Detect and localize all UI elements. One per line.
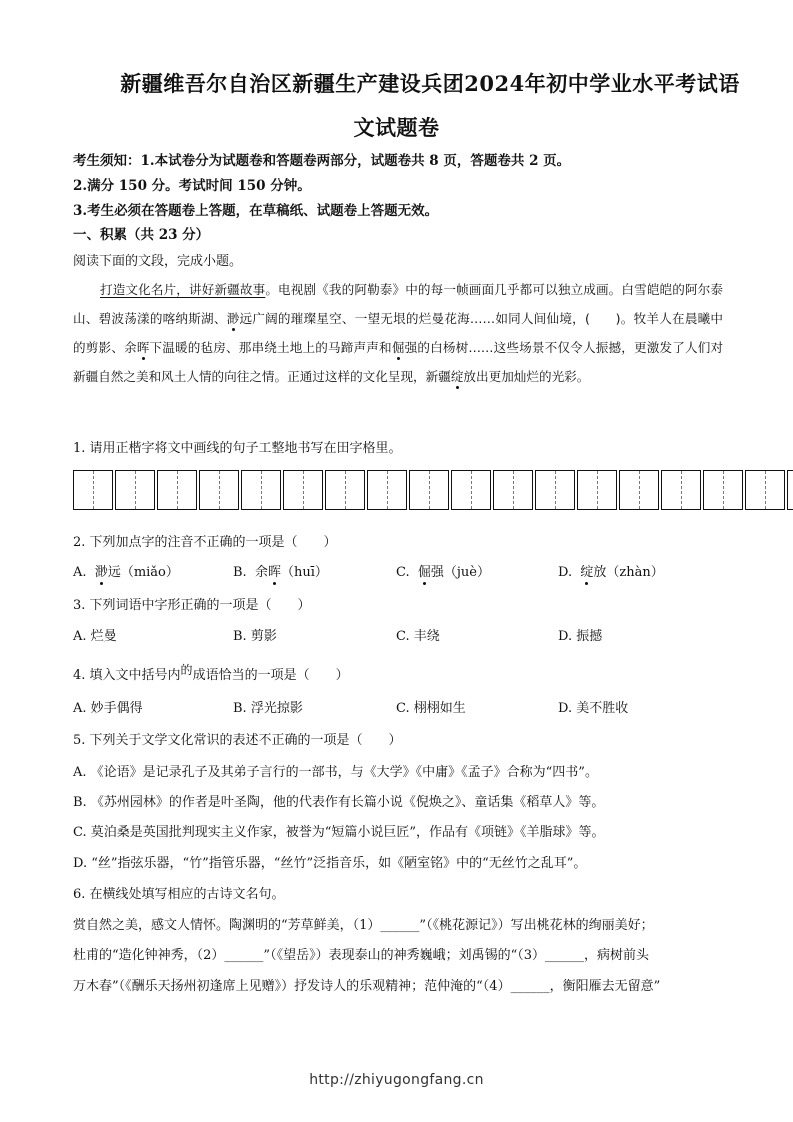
tianzige-cell[interactable] bbox=[577, 470, 617, 510]
reading-instruction: 阅读下面的文段，完成小题。 bbox=[73, 254, 243, 269]
question-4: 4. 填入文中括号内的成语恰当的一项是（ ） bbox=[73, 663, 349, 683]
notice-line-3: 3.考生必须在答题卷上答题，在草稿纸、试题卷上答题无效。 bbox=[73, 203, 439, 219]
exam-title-line1: 新疆维吾尔自治区新疆生产建设兵团2024年初中学业水平考试语 bbox=[120, 71, 740, 96]
underlined-sentence: 打造文化名片，讲好新疆故事 bbox=[100, 282, 266, 297]
q6-text-line-3: 万木春”（《酬乐天扬州初逢席上见赠》）抒发诗人的乐观精神；范仲淹的“（4）______，衡阳雁去无留意” bbox=[73, 979, 661, 994]
q3-option-c[interactable]: C. 丰绕 bbox=[396, 629, 440, 644]
exam-title-line2: 文试题卷 bbox=[353, 115, 440, 140]
q2-option-d[interactable]: D. 绽放（zhàn） bbox=[558, 565, 664, 580]
question-1: 1. 请用正楷字将文中画线的句子工整地书写在田字格里。 bbox=[73, 441, 402, 456]
q6-text-line-1: 赏自然之美，感文人情怀。陶渊明的“芳草鲜美，（1）______”（《桃花源记》）写出桃花林的绚丽美好； bbox=[73, 918, 654, 933]
dotted-char: 晖 bbox=[136, 340, 150, 355]
q3-option-d[interactable]: D. 振撼 bbox=[558, 629, 603, 644]
tianzige-cell[interactable] bbox=[493, 470, 533, 510]
question-6: 6. 在横线处填写相应的古诗文名句。 bbox=[73, 887, 285, 902]
tianzige-cell[interactable] bbox=[787, 470, 793, 510]
tianzige-cell[interactable] bbox=[115, 470, 155, 510]
q4-option-a[interactable]: A. 妙手偶得 bbox=[73, 701, 143, 716]
notice-line-1: 考生须知：1.本试卷分为试题卷和答题卷两部分，试题卷共 8 页，答题卷共 2 页。 bbox=[73, 153, 571, 169]
question-5: 5. 下列关于文学文化常识的表述不正确的一项是（ ） bbox=[73, 733, 402, 748]
tianzige-cell[interactable] bbox=[367, 470, 407, 510]
question-2: 2. 下列加点字的注音不正确的一项是（ ） bbox=[73, 535, 337, 550]
q5-option-d[interactable]: D. “丝”指弦乐器，“竹”指管乐器，“丝竹”泛指音乐，如《陋室铭》中的“无丝竹之乱耳”。 bbox=[73, 856, 587, 871]
q3-option-b[interactable]: B. 剪影 bbox=[233, 629, 277, 644]
dotted-char: 渺 bbox=[226, 311, 240, 326]
tianzige-cell[interactable] bbox=[535, 470, 575, 510]
tianzige-cell[interactable] bbox=[745, 470, 785, 510]
dotted-char: 倔 bbox=[391, 340, 405, 355]
tianzige-cell[interactable] bbox=[703, 470, 743, 510]
q3-option-a[interactable]: A. 烂曼 bbox=[73, 629, 117, 644]
q5-option-c[interactable]: C. 莫泊桑是英国批判现实主义作家，被誉为“短篇小说巨匠”，作品有《项链》《羊脂球》等。 bbox=[73, 825, 605, 840]
question-3: 3. 下列词语中字形正确的一项是（ ） bbox=[73, 598, 311, 613]
tianzige-cell[interactable] bbox=[199, 470, 239, 510]
q4-option-d[interactable]: D. 美不胜收 bbox=[558, 701, 629, 716]
q6-text-line-2: 杜甫的“造化钟神秀，（2）______”（《望岳》）表现泰山的神秀巍峨；刘禹锡的“（3）______，病树前头 bbox=[73, 948, 649, 963]
q4-option-b[interactable]: B. 浮光掠影 bbox=[233, 701, 303, 716]
q4-option-c[interactable]: C. 栩栩如生 bbox=[396, 701, 466, 716]
tianzige-cell[interactable] bbox=[283, 470, 323, 510]
tianzige-cell[interactable] bbox=[619, 470, 659, 510]
tianzige-cell[interactable] bbox=[241, 470, 281, 510]
tianzige-cell[interactable] bbox=[73, 470, 113, 510]
q2-option-c[interactable]: C. 倔强（juè） bbox=[396, 565, 491, 580]
notice-line-2: 2.满分 150 分。考试时间 150 分钟。 bbox=[73, 178, 311, 194]
tianzige-cell[interactable] bbox=[325, 470, 365, 510]
reading-passage: 打造文化名片，讲好新疆故事。电视剧《我的阿勒泰》中的每一帧画面几乎都可以独立成画。白雪皑皑的阿尔泰山、碧波荡漾的喀纳斯湖、渺远广阔的璀璨星空、一望无垠的烂曼花海……如同人间仙境，( )。牧羊人在晨曦中的剪影、余晖下温暖的毡房、那串绕土地上的马蹄声声和倔强的白杨树……这些场景不仅令人振撼，更激发了人们对新疆自然之美和风土人情的向往之情。正通过这样的文化呈现，新疆绽放出更加灿烂的光彩。 bbox=[73, 282, 724, 384]
footer-url[interactable]: http://zhiyugongfang.cn bbox=[309, 1072, 484, 1088]
q5-option-b[interactable]: B. 《苏州园林》的作者是叶圣陶，他的代表作有长篇小说《倪焕之》、童话集《稻草人》等。 bbox=[73, 795, 605, 810]
tianzige-cell[interactable] bbox=[409, 470, 449, 510]
q2-option-b[interactable]: B. 余晖（huī） bbox=[233, 565, 328, 580]
dotted-char: 绽 bbox=[450, 369, 464, 384]
tianzige-cell[interactable] bbox=[451, 470, 491, 510]
q5-option-a[interactable]: A. 《论语》是记录孔子及其弟子言行的一部书，与《大学》《中庸》《孟子》合称为“四书”。 bbox=[73, 765, 598, 780]
section-heading: 一、积累（共 23 分） bbox=[73, 227, 210, 243]
tianzige-cell[interactable] bbox=[157, 470, 197, 510]
q2-option-a[interactable]: A. 渺远（miǎo） bbox=[73, 565, 179, 580]
tianzige-cell[interactable] bbox=[661, 470, 701, 510]
tianzige-grid[interactable] bbox=[73, 470, 793, 510]
